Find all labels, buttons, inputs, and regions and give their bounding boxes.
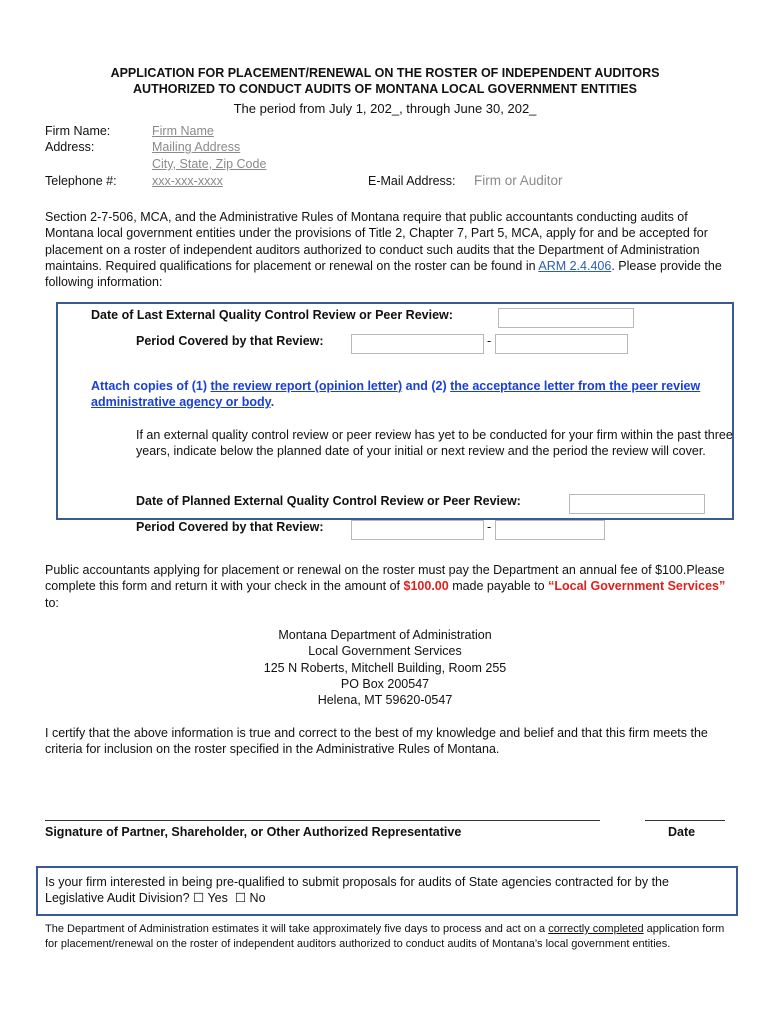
signature-line[interactable]: [45, 820, 600, 821]
period-covered-label: Period Covered by that Review:: [136, 334, 324, 348]
processing-note: [45, 922, 725, 951]
period-text: The period from July 1, 202_, through June 30, 202_: [233, 101, 537, 116]
mailing-line-1: Montana Department of Administration: [278, 628, 492, 642]
attach-mid: and (2): [405, 379, 447, 393]
yes-checkbox[interactable]: ☐: [193, 891, 205, 906]
last-review-date-input[interactable]: [498, 308, 634, 328]
planned-review-note: If an external quality control review or peer review has yet to be conducted for your firm within the past three years, indicate below the planned date of your initial or next review and the period the review will cover.: [136, 428, 733, 459]
mailing-line-3: 125 N Roberts, Mitchell Building, Room 255: [263, 660, 507, 675]
telephone-label: Telephone #:: [45, 174, 117, 188]
period-dash: -: [487, 334, 492, 348]
intro-paragraph: [45, 209, 730, 290]
attach-review-report: the review report (opinion letter): [210, 379, 403, 393]
yes-label: Yes: [207, 891, 228, 906]
payee-name: “Local Government Services”: [548, 579, 726, 594]
prequal-question: Is your firm interested in being pre-qualified to submit proposals for audits of State agencies contracted for by the Legislative Audit Division?: [45, 875, 669, 906]
email-label: E-Mail Address:: [368, 174, 456, 188]
telephone-field[interactable]: xxx-xxx-xxxx: [152, 174, 223, 188]
signature-label: Signature of Partner, Shareholder, or Other Authorized Representative: [45, 825, 462, 839]
no-label: No: [249, 891, 266, 906]
mailing-address-block: [0, 627, 770, 708]
certification-text: I certify that the above information is true and correct to the best of my knowledge and belief and that this firm meets the criteria for inclusion on the roster specified in the Administrative Rules of Montana.: [45, 726, 708, 757]
planned-period-dash: -: [487, 520, 492, 534]
planned-review-date-input[interactable]: [569, 494, 705, 514]
mailing-address-field[interactable]: Mailing Address: [152, 140, 241, 154]
email-field[interactable]: Firm or Auditor: [474, 173, 563, 188]
attach-end: .: [270, 395, 275, 409]
date-line[interactable]: [645, 820, 725, 821]
processing-text-1: The Department of Administration estimates it will take approximately five days to process and act on a: [45, 923, 546, 935]
period-end-input[interactable]: [495, 334, 628, 354]
intro-tail: . Please provide the following information:: [45, 258, 722, 290]
intro-text: Section 2-7-506, MCA, and the Administrative Rules of Montana require that public accountants conducting audits of Montana local government entities under the provisions of Title 2, Chapter 7, Part 5, MCA, apply for and be accepted for placement on a roster of independent auditors authorized to conduct such audits that the Department of Administration maintains. Required qualifications for placement or renewal on the roster can be found in: [45, 210, 708, 273]
mailing-line-5: Helena, MT 59620-0547: [317, 693, 453, 708]
firm-name-field[interactable]: Firm Name: [152, 124, 214, 138]
attach-prefix: Attach copies of (1): [91, 379, 207, 393]
form-title-line-1: APPLICATION FOR PLACEMENT/RENEWAL ON THE ROSTER OF INDEPENDENT AUDITORS: [110, 66, 660, 80]
address-label: Address:: [45, 140, 95, 154]
arm-link[interactable]: ARM 2.4.406: [538, 258, 612, 273]
mailing-line-4: PO Box 200547: [340, 676, 430, 691]
date-label: Date: [668, 825, 696, 839]
mailing-line-2: Local Government Services: [308, 644, 462, 659]
attach-instructions: [91, 378, 731, 410]
processing-underlined: correctly completed: [548, 923, 644, 935]
fee-amount: $100.00: [403, 579, 449, 594]
no-checkbox[interactable]: ☐: [234, 891, 247, 906]
city-state-zip-field[interactable]: City, State, Zip Code: [152, 157, 267, 171]
planned-period-start-input[interactable]: [351, 520, 484, 540]
fee-paragraph: [45, 562, 730, 611]
firm-name-label: Firm Name:: [45, 124, 111, 138]
prequal-question-block: [45, 874, 730, 907]
planned-period-covered-label: Period Covered by that Review:: [136, 520, 324, 534]
attach-acceptance-letter: the acceptance letter from the peer review administrative agency or body: [91, 379, 701, 409]
last-review-label: Date of Last External Quality Control Review or Peer Review:: [91, 308, 453, 322]
fee-text-1: Public accountants applying for placement or renewal on the roster must pay the Department an annual fee of $100.Please complete this form and return it with your check in the amount of: [45, 563, 725, 594]
processing-text-2: application form for placement/renewal on the roster of independent auditors authorized to conduct audits of Montana’s local government entities.: [45, 923, 725, 950]
form-title-line-2: AUTHORIZED TO CONDUCT AUDITS OF MONTANA LOCAL GOVERNMENT ENTITIES: [133, 82, 637, 96]
planned-period-end-input[interactable]: [495, 520, 605, 540]
fee-text-3: to:: [45, 595, 59, 610]
planned-review-label: Date of Planned External Quality Control Review or Peer Review:: [136, 494, 521, 508]
fee-text-2: made payable to: [452, 579, 545, 594]
period-start-input[interactable]: [351, 334, 484, 354]
